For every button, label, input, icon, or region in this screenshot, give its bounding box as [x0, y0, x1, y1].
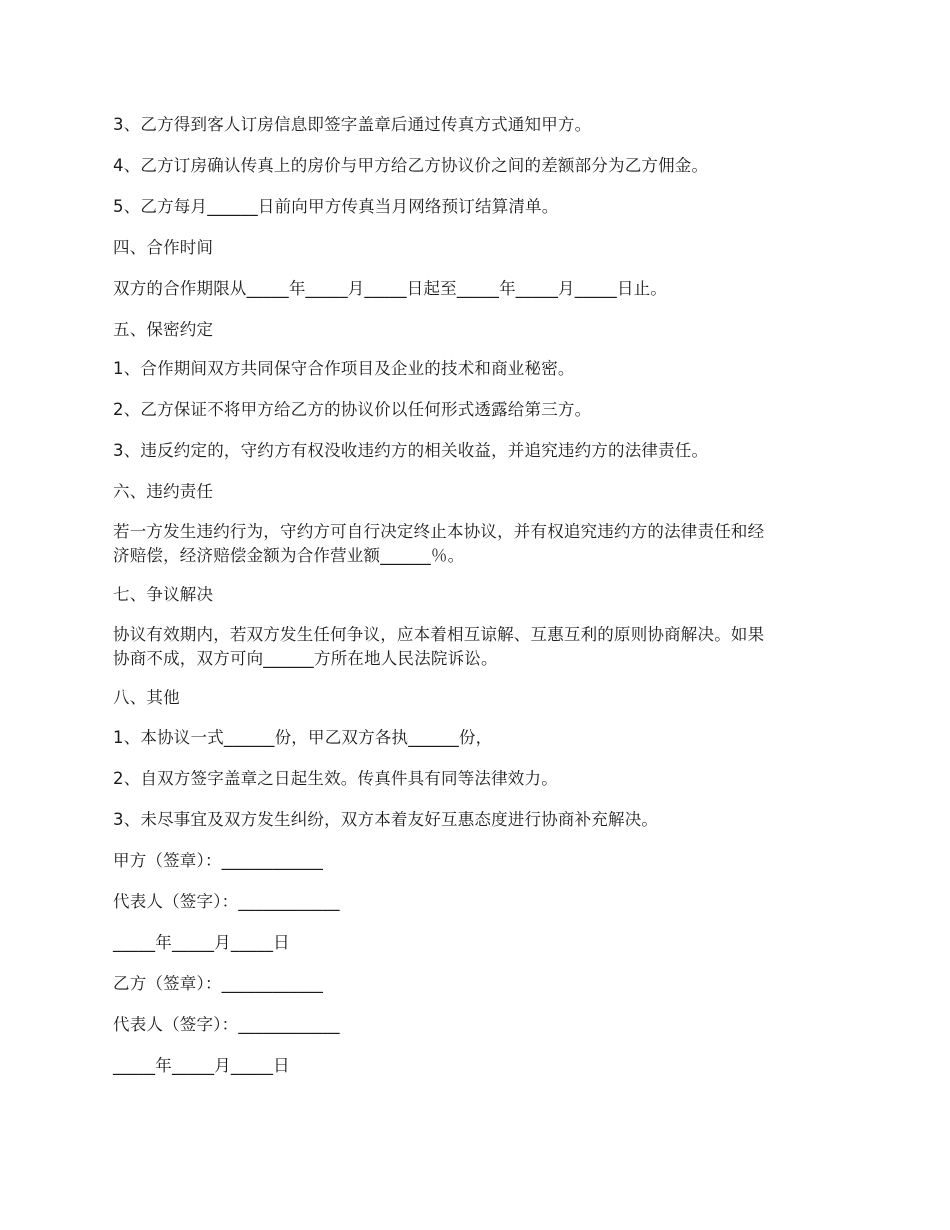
- clause-5-line: 5、乙方每月______日前向甲方传真当月网络预订结算清单。: [113, 197, 559, 216]
- breach-liability-line-1: 若一方发生违约行为，守约方可自行决定终止本协议，并有权追究违约方的法律责任和经: [113, 522, 765, 541]
- clause-4-line: 4、乙方订房确认传真上的房价与甲方给乙方协议价之间的差额部分为乙方佣金。: [113, 156, 709, 175]
- party-b-representative-line: 代表人（签字）：____________: [113, 1015, 340, 1034]
- dispute-resolution-line-2: 协商不成，双方可向______方所在地人民法院诉讼。: [113, 649, 498, 668]
- other-clause-3: 3、未尽事宜及双方发生纠纷，双方本着友好互惠态度进行协商补充解决。: [113, 810, 659, 829]
- section-heading-other: 八、其他: [113, 688, 180, 707]
- confidentiality-clause-2: 2、乙方保证不将甲方给乙方的协议价以任何形式透露给第三方。: [113, 400, 592, 419]
- dispute-resolution-paragraph: [113, 623, 838, 671]
- party-a-representative-line: 代表人（签字）：____________: [113, 892, 340, 911]
- section-heading-breach-liability: 六、违约责任: [113, 482, 214, 501]
- party-b-seal-line: 乙方（签章）：____________: [113, 974, 324, 993]
- other-clause-1: 1、本协议一式______份，甲乙双方各执______份，: [113, 728, 493, 747]
- dispute-resolution-line-1: 协议有效期内，若双方发生任何争议，应本着相互谅解、互惠互利的原则协商解决。如果: [113, 625, 765, 644]
- other-clause-2: 2、自双方签字盖章之日起生效。传真件具有同等法律效力。: [113, 769, 558, 788]
- confidentiality-clause-1: 1、合作期间双方共同保守合作项目及企业的技术和商业秘密。: [113, 359, 575, 378]
- cooperation-period-line: 双方的合作期限从_____年_____月_____日起至_____年_____月_____日止。: [113, 279, 668, 298]
- breach-liability-line-2: 济赔偿，经济赔偿金额为合作营业额______％。: [113, 546, 465, 565]
- party-b-date-line: _____年_____月_____日: [113, 1056, 290, 1075]
- confidentiality-clause-3: 3、违反约定的，守约方有权没收违约方的相关收益，并追究违约方的法律责任。: [113, 441, 709, 460]
- clause-3-line: 3、乙方得到客人订房信息即签字盖章后通过传真方式通知甲方。: [113, 115, 592, 134]
- breach-liability-paragraph: [113, 520, 838, 568]
- party-a-seal-line: 甲方（签章）：____________: [113, 851, 324, 870]
- party-a-date-line: _____年_____月_____日: [113, 933, 290, 952]
- section-heading-dispute-resolution: 七、争议解决: [113, 585, 214, 604]
- section-heading-cooperation-time: 四、合作时间: [113, 238, 214, 257]
- section-heading-confidentiality: 五、保密约定: [113, 320, 214, 339]
